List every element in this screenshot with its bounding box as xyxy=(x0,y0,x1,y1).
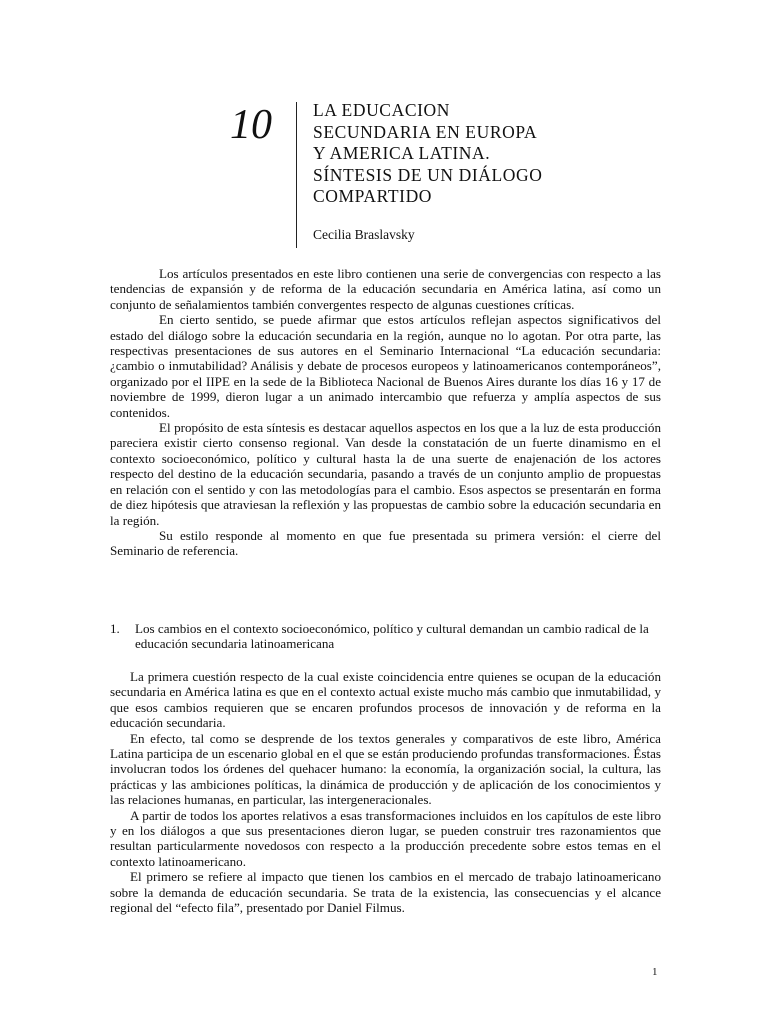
section-body xyxy=(110,669,661,916)
chapter-title-line: SÍNTESIS DE UN DIÁLOGO xyxy=(313,164,543,185)
page-number: 1 xyxy=(652,966,658,978)
intro-paragraph: En cierto sentido, se puede afirmar que estos artículos reflejan aspectos significativos del estado del diálogo sobre la educación secundaria en la región, aunque no lo agotan. Por otra parte, las respectivas presentaciones de sus autores en el Seminario Internacional “La educación secundaria: ¿cambio o inmutabilidad? Análisis y debate de procesos europeos y latinoamericanos contemporáneos”, organizado por el IIPE en la sede de la Biblioteca Nacional de Buenos Aires durante los días 16 y 17 de noviembre de 1999, dieron lugar a un animado intercambio que refuerza y amplía aspectos de sus contenidos. xyxy=(110,312,661,420)
section-paragraph: El primero se refiere al impacto que tienen los cambios en el mercado de trabajo latinoamericano sobre la demanda de educación secundaria. Se trata de la existencia, las consecuencias y el alcance regional del “efecto fila”, presentado por Daniel Filmus. xyxy=(110,869,661,916)
section-heading xyxy=(110,621,661,652)
chapter-title-block xyxy=(313,100,613,244)
intro-paragraph: Su estilo responde al momento en que fue presentada su primera versión: el cierre del Seminario de referencia. xyxy=(110,527,661,559)
chapter-divider xyxy=(296,102,297,248)
chapter-title-line: SECUNDARIA EN EUROPA xyxy=(313,121,538,142)
section-paragraph: A partir de todos los aportes relativos a esas transformaciones incluidos en los capítulos de este libro y en los diálogos a que sus presentaciones dieron lugar, se pueden construir tres razonamientos que resultan particularmente novedosos con respecto a la producción precedente sobre estos temas en el contexto latinoamericano. xyxy=(110,807,661,869)
section-heading-text: Los cambios en el contexto socioeconómico, político y cultural demandan un cambio radical de la educación secundaria latinoamericana xyxy=(135,621,649,652)
section-paragraph: La primera cuestión respecto de la cual existe coincidencia entre quienes se ocupan de la educación secundaria en América latina es que en el contexto actual existe mucho más cambio que inmutabilidad, y que esos cambios requieren que se encaren profundos procesos de innovación y de reforma en la educación secundaria. xyxy=(110,669,661,731)
chapter-title-line: Y AMERICA LATINA. xyxy=(313,143,491,163)
intro-paragraph: Los artículos presentados en este libro contienen una serie de convergencias con respecto a las tendencias de expansión y de reforma de la educación secundaria en América latina, así como un conjunto de señalamientos también convergentes respecto de algunas cuestiones críticas. xyxy=(110,266,661,312)
chapter-title-line: LA EDUCACION xyxy=(313,100,450,120)
chapter-number: 10 xyxy=(230,102,272,148)
chapter-title-line: COMPARTIDO xyxy=(313,186,433,206)
section-paragraph: En efecto, tal como se desprende de los textos generales y comparativos de este libro, América Latina participa de un escenario global en el que se están produciendo profundas transformaciones. Éstas involucran todos los órdenes del quehacer humano: la economía, la organización social, la cultura, las prácticas y las ambiciones políticas, la dinámica de producción y de aplicación de los conocimientos y las relaciones humanas, en particular, las intergeneracionales. xyxy=(110,730,661,808)
intro-paragraph: El propósito de esta síntesis es destacar aquellos aspectos en los que a la luz de esta producción pareciera existir cierto consenso regional. Van desde la constatación de un fuerte dinamismo en el contexto socioeconómico, político y cultural hasta la de una suerte de enajenación de los actores respecto del destino de la educación secundaria, pasando a través de un conjunto amplio de propuestas en relación con el sentido y con las metodologías para el cambio. Esos aspectos se presentarán en forma de diez hipótesis que atraviesan la reflexión y las propuestas de cambio sobre la educación secundaria en la región. xyxy=(110,420,661,528)
intro-text xyxy=(110,266,661,559)
section-number: 1. xyxy=(110,621,120,636)
author-name: Cecilia Braslavsky xyxy=(313,226,415,242)
